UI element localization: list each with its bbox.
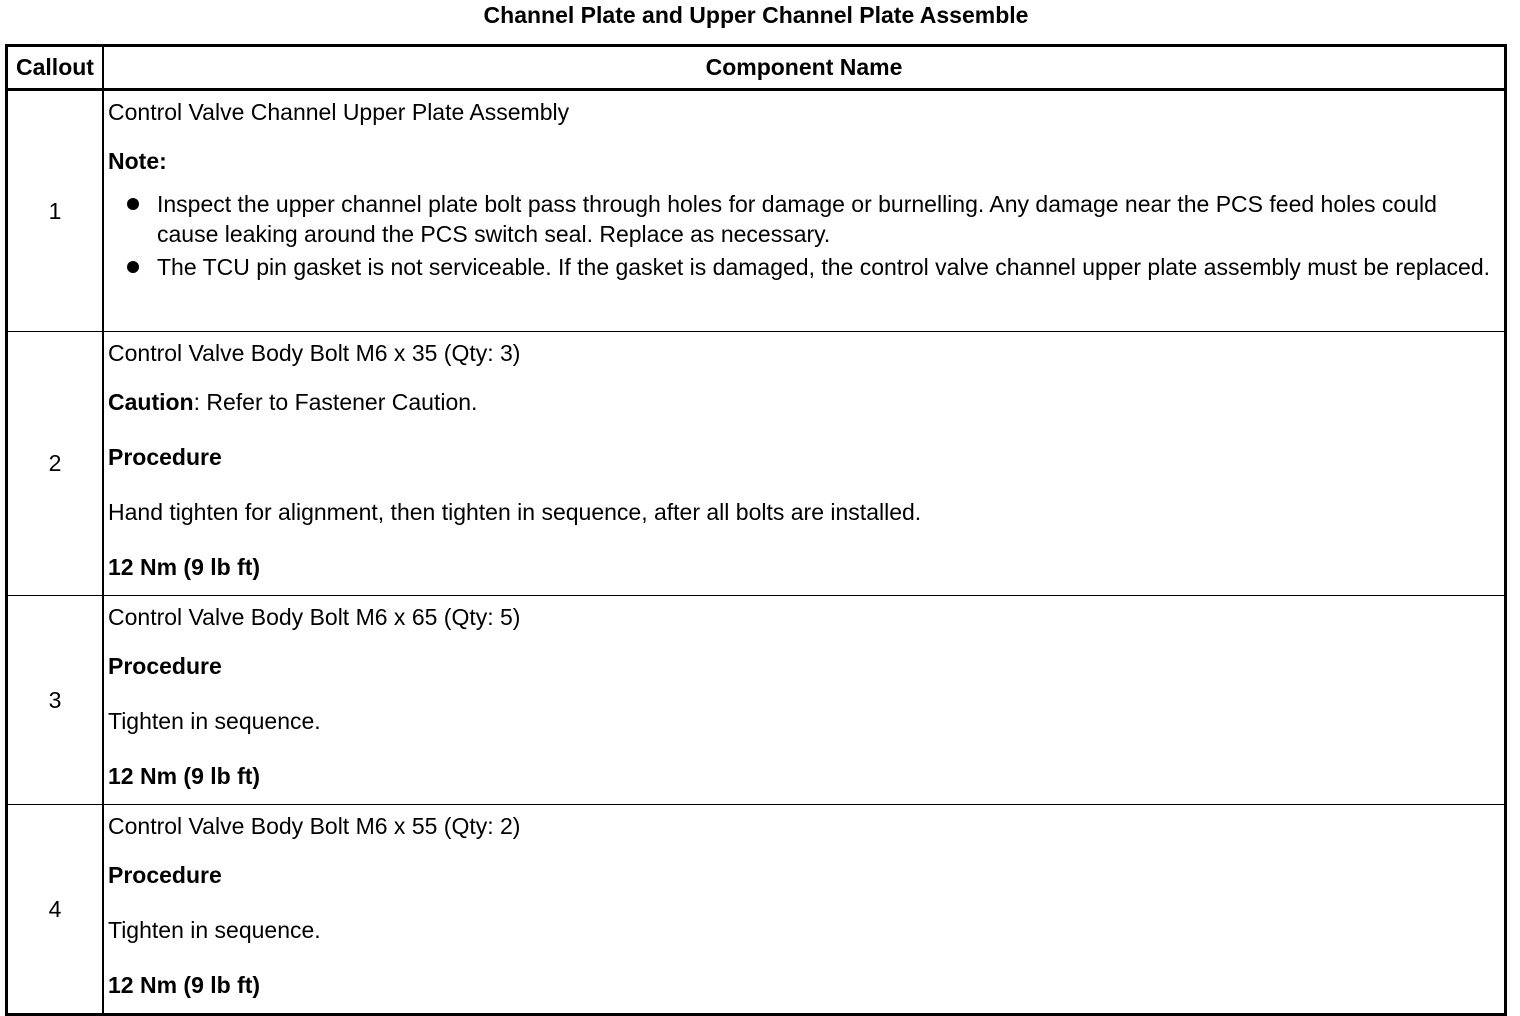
component-name-header: Component Name (103, 46, 1506, 90)
component-cell (103, 805, 1506, 1015)
note-list (108, 189, 1499, 282)
callout-number: 3 (7, 596, 104, 805)
list-item (108, 252, 1499, 282)
note-label: Note: (108, 148, 167, 174)
torque-spec: 12 Nm (9 lb ft) (108, 554, 261, 580)
table-row (7, 805, 1506, 1015)
components-table (5, 44, 1507, 1016)
caution-line (108, 375, 1499, 430)
callout-number: 4 (7, 805, 104, 1015)
procedure-text: Hand tighten for alignment, then tighten in sequence, after all bolts are installed. (108, 499, 922, 525)
component-name: Control Valve Body Bolt M6 x 55 (Qty: 2) (108, 813, 521, 839)
component-name: Control Valve Channel Upper Plate Assembly (108, 99, 570, 125)
procedure-text: Tighten in sequence. (108, 708, 321, 734)
list-item (108, 189, 1499, 249)
bullet-icon (127, 261, 139, 273)
component-cell (103, 596, 1506, 805)
callout-number: 2 (7, 332, 104, 596)
procedure-label: Procedure (108, 444, 222, 470)
callout-header: Callout (7, 46, 104, 90)
note-text: The TCU pin gasket is not serviceable. If the gasket is damaged, the control valve channel upper plate assembly must be replaced. (157, 254, 1491, 280)
table-row (7, 596, 1506, 805)
component-cell (103, 90, 1506, 332)
torque-spec: 12 Nm (9 lb ft) (108, 972, 261, 998)
document-title: Channel Plate and Upper Channel Plate Assemble (483, 2, 1029, 28)
procedure-label: Procedure (108, 653, 222, 679)
torque-spec: 12 Nm (9 lb ft) (108, 763, 261, 789)
table-header-row (7, 46, 1506, 90)
component-name: Control Valve Body Bolt M6 x 35 (Qty: 3) (108, 340, 521, 366)
note-text: Inspect the upper channel plate bolt pass through holes for damage or burnelling. Any damage near the PCS feed holes could cause leaking around the PCS switch seal. Replace as necessary. (157, 191, 1437, 247)
component-cell (103, 332, 1506, 596)
procedure-text: Tighten in sequence. (108, 917, 321, 943)
table-row (7, 90, 1506, 332)
bullet-icon (127, 198, 139, 210)
caution-label: Caution (108, 389, 194, 415)
callout-number: 1 (7, 90, 104, 332)
table-row (7, 332, 1506, 596)
caution-text: : Refer to Fastener Caution. (193, 389, 478, 415)
procedure-label: Procedure (108, 862, 222, 888)
component-name: Control Valve Body Bolt M6 x 65 (Qty: 5) (108, 604, 521, 630)
